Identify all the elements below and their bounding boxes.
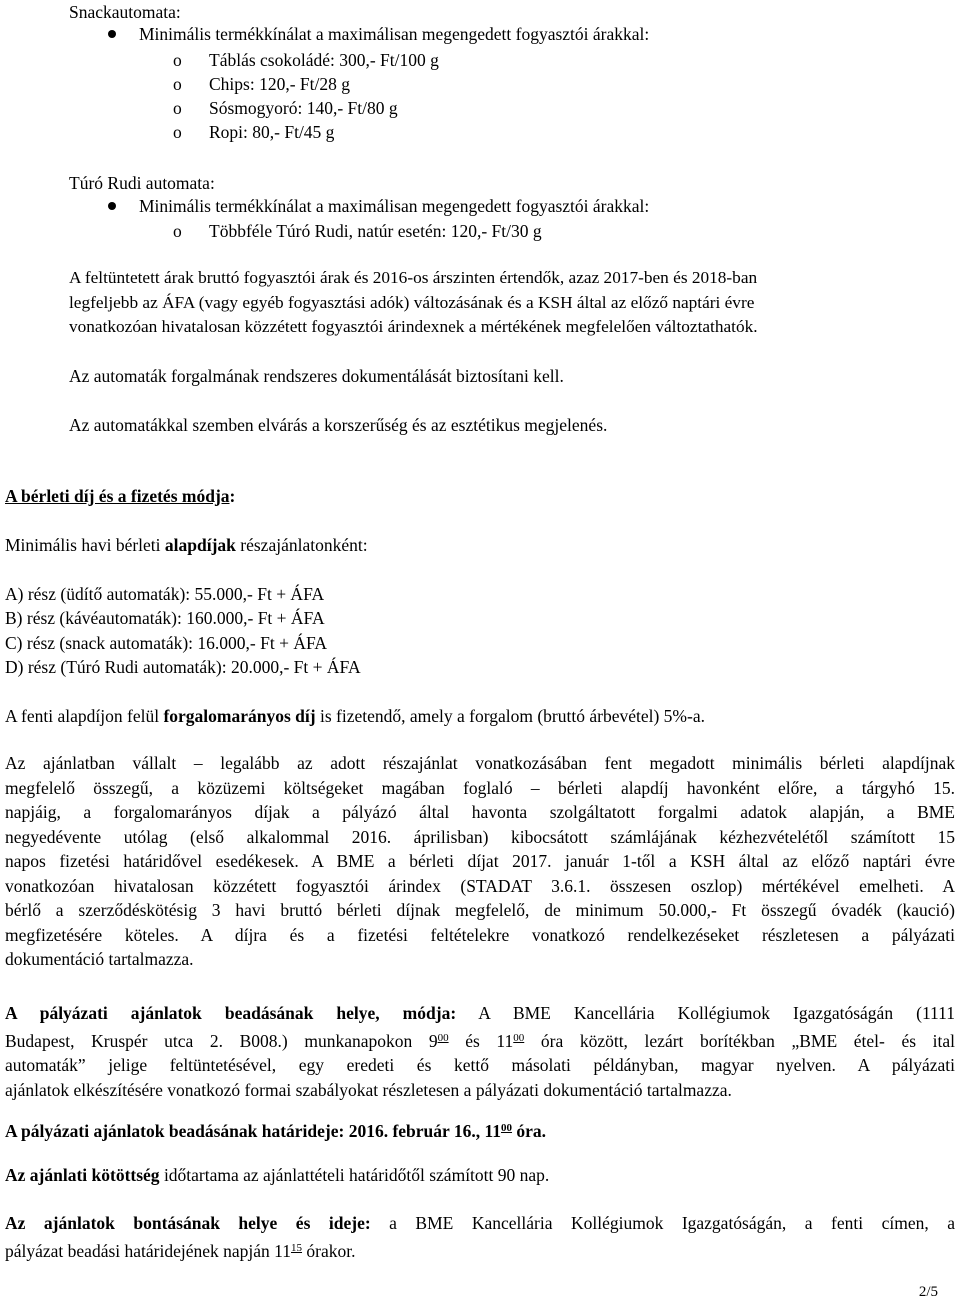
turo-heading: Túró Rudi automata: [69,173,215,193]
payment-line: napos fizetési határidővel esedékesek. A BME a bérleti díjat 2017. január 1-től a KSH által az előző naptári évre [5,851,955,871]
submission-line: automaták” jelige feltüntetésével, egy eredeti és kettő másolati példányban, magyar nyelven. A pályázati [5,1055,955,1075]
list-marker: o [173,221,182,241]
payment-paragraph [5,751,955,972]
submission-paragraph [5,1001,955,1102]
page-number: 2/5 [918,1284,938,1300]
payment-line: Az ajánlatban vállalt – legalább az adott részajánlat vonatkozásában fent megadott minimális bérleti alapdíjnak [5,753,955,773]
bullet-dot [108,202,116,210]
fee-heading: A bérleti díj és a fizetés módja: [5,486,236,506]
opening-line: Az ajánlatok bontásának helye és ideje: a BME Kancellária Kollégiumok Igazgatóságán, a fenti címen, a [5,1213,955,1233]
list-marker: o [173,50,182,70]
binding-line: Az ajánlati kötöttség időtartama az ajánlattételi határidőtől számított 90 nap. [5,1165,550,1185]
snack-item: Chips: 120,- Ft/28 g [209,74,350,94]
payment-line: napjáig, a forgalomarányos díjak a pályázó által havonta szolgáltatott forgalmi adatok alapján, a BME [5,802,955,822]
payment-line: negyedévente utólag (első alkalommal 2016. áprilisban) kibocsátott számlájának kézhezvételétől számított 15 [5,826,955,847]
price-note-line: vonatkozóan hivatalosan közzétett fogyasztói árindexnek a mértékének megfelelően változtathatók. [69,317,758,336]
submission-line: Budapest, Kruspér utca 2. B008.) munkanapokon $9^{00}$ és $11^{00}$ óra között, lezárt borítékban „BME étel- és ital [5,1030,955,1051]
fee-part: C) rész (snack automaták): 16.000,- Ft + ÁFA [5,633,328,653]
fee-part: B) rész (kávéautomaták): 160.000,- Ft + ÁFA [5,608,325,628]
snack-item: Sósmogyoró: 140,- Ft/80 g [209,98,398,118]
deadline-line: A pályázati ajánlatok beadásának határideje: 2016. február 16., $11^{00}$ óra. [5,1121,547,1141]
payment-line: bérlő a szerződéskötésig 3 havi bruttó bérleti díjnak megfelelő, de minimum 50.000,- Ft összegű óvadék (kaució) [5,900,955,920]
payment-line: dokumentáció tartalmazza. [5,949,194,969]
snack-item: Táblás csokoládé: 300,- Ft/100 g [209,50,439,70]
fee-part: A) rész (üdítő automaták): 55.000,- Ft + ÁFA [5,584,325,604]
list-marker: o [173,122,182,142]
turo-bullet-text: Minimális termékkínálat a maximálisan megengedett fogyasztói árakkal: [139,196,650,216]
price-note-line: A feltüntetett árak bruttó fogyasztói árak és 2016-os árszinten értendők, azaz 2017-ben és 2018-ban [69,268,758,287]
payment-line: vonatkozóan hivatalosan közzétett fogyasztói árindex (STADAT 3.6.1. összesen oszlop) mértékével emelheti. A [5,875,955,896]
turnover-fee: A fenti alapdíjon felül forgalomarányos díj is fizetendő, amely a forgalom (bruttó árbevétel) 5%-a. [5,706,705,726]
fee-part: D) rész (Túró Rudi automaták): 20.000,- Ft + ÁFA [5,657,361,677]
opening-line: pályázat beadási határidejének napján $11^{15}$ órakor. [5,1240,356,1261]
list-marker: o [173,98,182,118]
list-marker: o [173,74,182,94]
opening-paragraph [5,1211,955,1263]
submission-line: A pályázati ajánlatok beadásának helye, módja: A BME Kancellária Kollégiumok Igazgatóságán (1111 [5,1003,955,1023]
snack-heading: Snackautomata: [69,2,181,22]
min-fee-intro: Minimális havi bérleti alapdíjak részajánlatonként: [5,535,368,555]
snack-item: Ropi: 80,- Ft/45 g [209,122,335,142]
aesthetics-note: Az automatákkal szemben elvárás a korszerűség és az esztétikus megjelenés. [69,415,608,435]
turo-item: Többféle Túró Rudi, natúr esetén: 120,- Ft/30 g [209,221,542,241]
bullet-dot [108,30,116,38]
submission-line: ajánlatok elkészítésére vonatkozó formai szabályokat részletesen a pályázati dokumentáció tartalmazza. [5,1079,732,1100]
documentation-note: Az automaták forgalmának rendszeres dokumentálását biztosítani kell. [69,366,564,386]
price-note-line: legfeljebb az ÁFA (vagy egyéb fogyasztási adók) változásának és a KSH által az előző naptári évre [69,293,755,312]
payment-line: megfizetésére köteles. A díjra és a fizetési feltételekre vonatkozó rendelkezéseket részletesen a pályázati [5,924,955,945]
snack-bullet-text: Minimális termékkínálat a maximálisan megengedett fogyasztói árakkal: [139,24,650,44]
payment-line: megfelelő összegű, a közüzemi költségeket magában foglaló – bérleti alapdíj havonként előre, a tárgyhó 15. [5,777,955,798]
